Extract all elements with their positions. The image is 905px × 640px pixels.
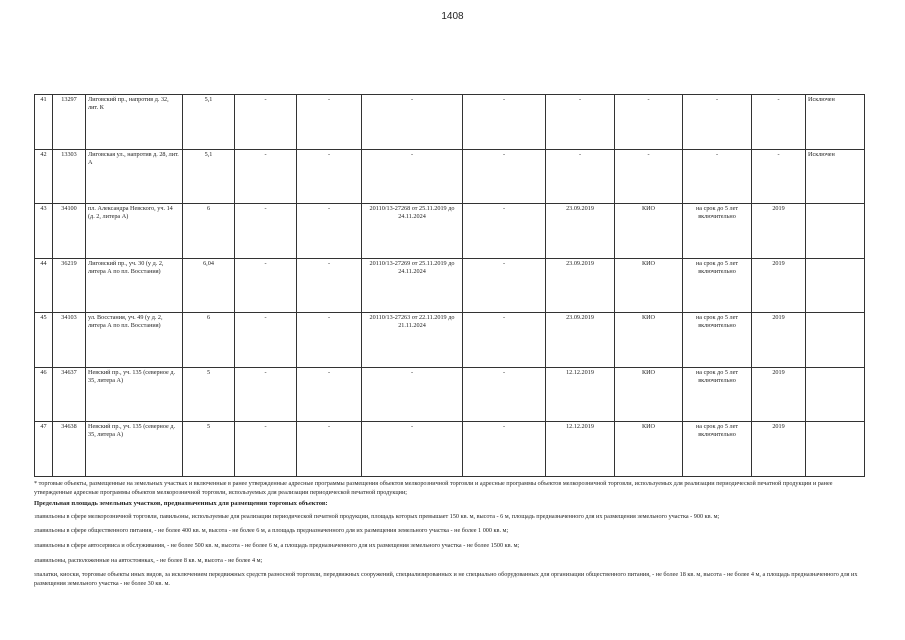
- date-cell: -: [546, 95, 615, 150]
- note-cell: Исключен: [806, 149, 865, 204]
- contract-cell: -: [362, 367, 463, 422]
- empty-cell: -: [463, 422, 546, 477]
- year-cell: 2019: [752, 258, 806, 313]
- term-cell: на срок до 5 лет включительно: [683, 313, 752, 368]
- note-cell: [806, 422, 865, 477]
- object-id: 36219: [53, 258, 86, 313]
- term-cell: -: [683, 95, 752, 150]
- empty-cell: -: [463, 258, 546, 313]
- empty-cell: -: [235, 258, 297, 313]
- empty-cell: -: [297, 422, 362, 477]
- year-cell: -: [752, 149, 806, 204]
- date-cell: -: [546, 149, 615, 204]
- note-item: $^4$павильоны, расположенные на автостоянках, - не более 8 кв. м, высота - не более 4 м;: [34, 556, 263, 564]
- address-cell: Лиговский пр., напротив д. 32, лит. К: [86, 95, 183, 150]
- term-cell: на срок до 5 лет включительно: [683, 422, 752, 477]
- empty-cell: -: [297, 258, 362, 313]
- type-cell: КИО: [615, 313, 683, 368]
- address-cell: Лиговский пр., уч. 30 (у д. 2, литера А по пл. Восстания): [86, 258, 183, 313]
- area-cell: 6,04: [183, 258, 235, 313]
- row-number: 47: [35, 422, 53, 477]
- empty-cell: -: [297, 204, 362, 259]
- empty-cell: -: [463, 204, 546, 259]
- address-cell: Лиговская ул., напротив д. 28, лит. А: [86, 149, 183, 204]
- empty-cell: -: [235, 95, 297, 150]
- row-number: 44: [35, 258, 53, 313]
- object-id: 13297: [53, 95, 86, 150]
- contract-cell: -: [362, 422, 463, 477]
- address-cell: Невский пр., уч. 135 (северное д. 35, литера А): [86, 422, 183, 477]
- term-cell: -: [683, 149, 752, 204]
- date-cell: 23.09.2019: [546, 204, 615, 259]
- area-cell: 6: [183, 204, 235, 259]
- area-cell: 5: [183, 367, 235, 422]
- empty-cell: -: [297, 95, 362, 150]
- registry-table: [34, 94, 865, 477]
- table-row: [35, 204, 865, 259]
- object-id: 34638: [53, 422, 86, 477]
- note-item: $^1$павильоны в сфере мелкорозничной торговли, павильоны, используемые для реализации периодической печатной продукции, площадь которых превышает 150 кв. м, высота - 6 м, площадь предназначенного для их размещения земельного участка - 900 кв. м;: [34, 512, 720, 520]
- footnotes: [34, 480, 864, 594]
- term-cell: на срок до 5 лет включительно: [683, 367, 752, 422]
- empty-cell: -: [297, 367, 362, 422]
- row-number: 42: [35, 149, 53, 204]
- contract-cell: -: [362, 95, 463, 150]
- note-cell: [806, 204, 865, 259]
- year-cell: 2019: [752, 422, 806, 477]
- address-cell: пл. Александра Невского, уч. 14 (д. 2, литера А): [86, 204, 183, 259]
- empty-cell: -: [297, 149, 362, 204]
- year-cell: 2019: [752, 204, 806, 259]
- note-cell: Исключен: [806, 95, 865, 150]
- address-cell: Невский пр., уч. 135 (северное д. 35, литера А): [86, 367, 183, 422]
- note-item: $^2$павильоны в сфере общественного питания, - не более 400 кв. м, высота - не более 6 м, а площадь предназначенного для их размещения земельного участка - не более 1 000 кв. м;: [34, 527, 509, 535]
- date-cell: 23.09.2019: [546, 258, 615, 313]
- contract-cell: 20110/13-27268 от 25.11.2019 до 24.11.2024: [362, 204, 463, 259]
- row-number: 46: [35, 367, 53, 422]
- empty-cell: -: [235, 422, 297, 477]
- empty-cell: -: [235, 367, 297, 422]
- note-item: $^3$павильоны в сфере автосервиса и обслуживания, - не более 500 кв. м, высота - не более 6 м, а площадь предназначенного для их размещения земельного участка - не более 1500 кв. м;: [34, 541, 520, 549]
- year-cell: 2019: [752, 313, 806, 368]
- term-cell: на срок до 5 лет включительно: [683, 258, 752, 313]
- area-cell: 6: [183, 313, 235, 368]
- object-id: 34637: [53, 367, 86, 422]
- area-cell: 5: [183, 422, 235, 477]
- row-number: 43: [35, 204, 53, 259]
- contract-cell: 20110/13-27269 от 25.11.2019 до 24.11.2024: [362, 258, 463, 313]
- empty-cell: -: [235, 149, 297, 204]
- note-cell: [806, 313, 865, 368]
- asterisk-note: * торговые объекты, размещенные на земельных участках и включенные в ранее утвержденные адресные программы размещения объектов мелкорозничной торговли и адресные программы объектов мелкорозничной торговли, используемых для реализации периодической печатной продукции и ранее утвержденные адресные программы объектов мелкорозничной торговли, используемых для реализации периодической печатной продукции;: [34, 480, 833, 496]
- empty-cell: -: [463, 149, 546, 204]
- empty-cell: -: [463, 367, 546, 422]
- area-cell: 5,1: [183, 95, 235, 150]
- empty-cell: -: [463, 313, 546, 368]
- date-cell: 23.09.2019: [546, 313, 615, 368]
- empty-cell: -: [463, 95, 546, 150]
- table-row: [35, 367, 865, 422]
- page-number: 1408: [441, 11, 464, 22]
- object-id: 13303: [53, 149, 86, 204]
- note-item: $^5$палатки, киоски, торговые объекты иных видов, за исключением передвижных средств разносной торговли, передвижных сооружений, специализированных и не специально оборудованных для организации общественного питания, - не более 18 кв. м, высота - не более 4 м, а площадь предназначенного для их размещения земельного участка - не более 30 кв. м.: [34, 571, 858, 587]
- table-row: [35, 149, 865, 204]
- contract-cell: -: [362, 149, 463, 204]
- term-cell: на срок до 5 лет включительно: [683, 204, 752, 259]
- type-cell: -: [615, 149, 683, 204]
- note-cell: [806, 367, 865, 422]
- type-cell: -: [615, 95, 683, 150]
- type-cell: КИО: [615, 422, 683, 477]
- row-number: 45: [35, 313, 53, 368]
- object-id: 34100: [53, 204, 86, 259]
- object-id: 34103: [53, 313, 86, 368]
- year-cell: 2019: [752, 367, 806, 422]
- type-cell: КИО: [615, 367, 683, 422]
- table-row: [35, 422, 865, 477]
- row-number: 41: [35, 95, 53, 150]
- empty-cell: -: [235, 313, 297, 368]
- contract-cell: 20110/13-27263 от 22.11.2019 до 21.11.2024: [362, 313, 463, 368]
- table-row: [35, 313, 865, 368]
- type-cell: КИО: [615, 204, 683, 259]
- table-row: [35, 258, 865, 313]
- empty-cell: -: [235, 204, 297, 259]
- table-row: [35, 95, 865, 150]
- area-cell: 5,1: [183, 149, 235, 204]
- date-cell: 12.12.2019: [546, 422, 615, 477]
- notes-heading: Предельная площадь земельных участков, предназначенных для размещения торговых объектов:: [34, 500, 328, 508]
- date-cell: 12.12.2019: [546, 367, 615, 422]
- empty-cell: -: [297, 313, 362, 368]
- year-cell: -: [752, 95, 806, 150]
- type-cell: КИО: [615, 258, 683, 313]
- address-cell: ул. Восстания, уч. 49 (у д. 2, литера А по пл. Восстания): [86, 313, 183, 368]
- note-cell: [806, 258, 865, 313]
